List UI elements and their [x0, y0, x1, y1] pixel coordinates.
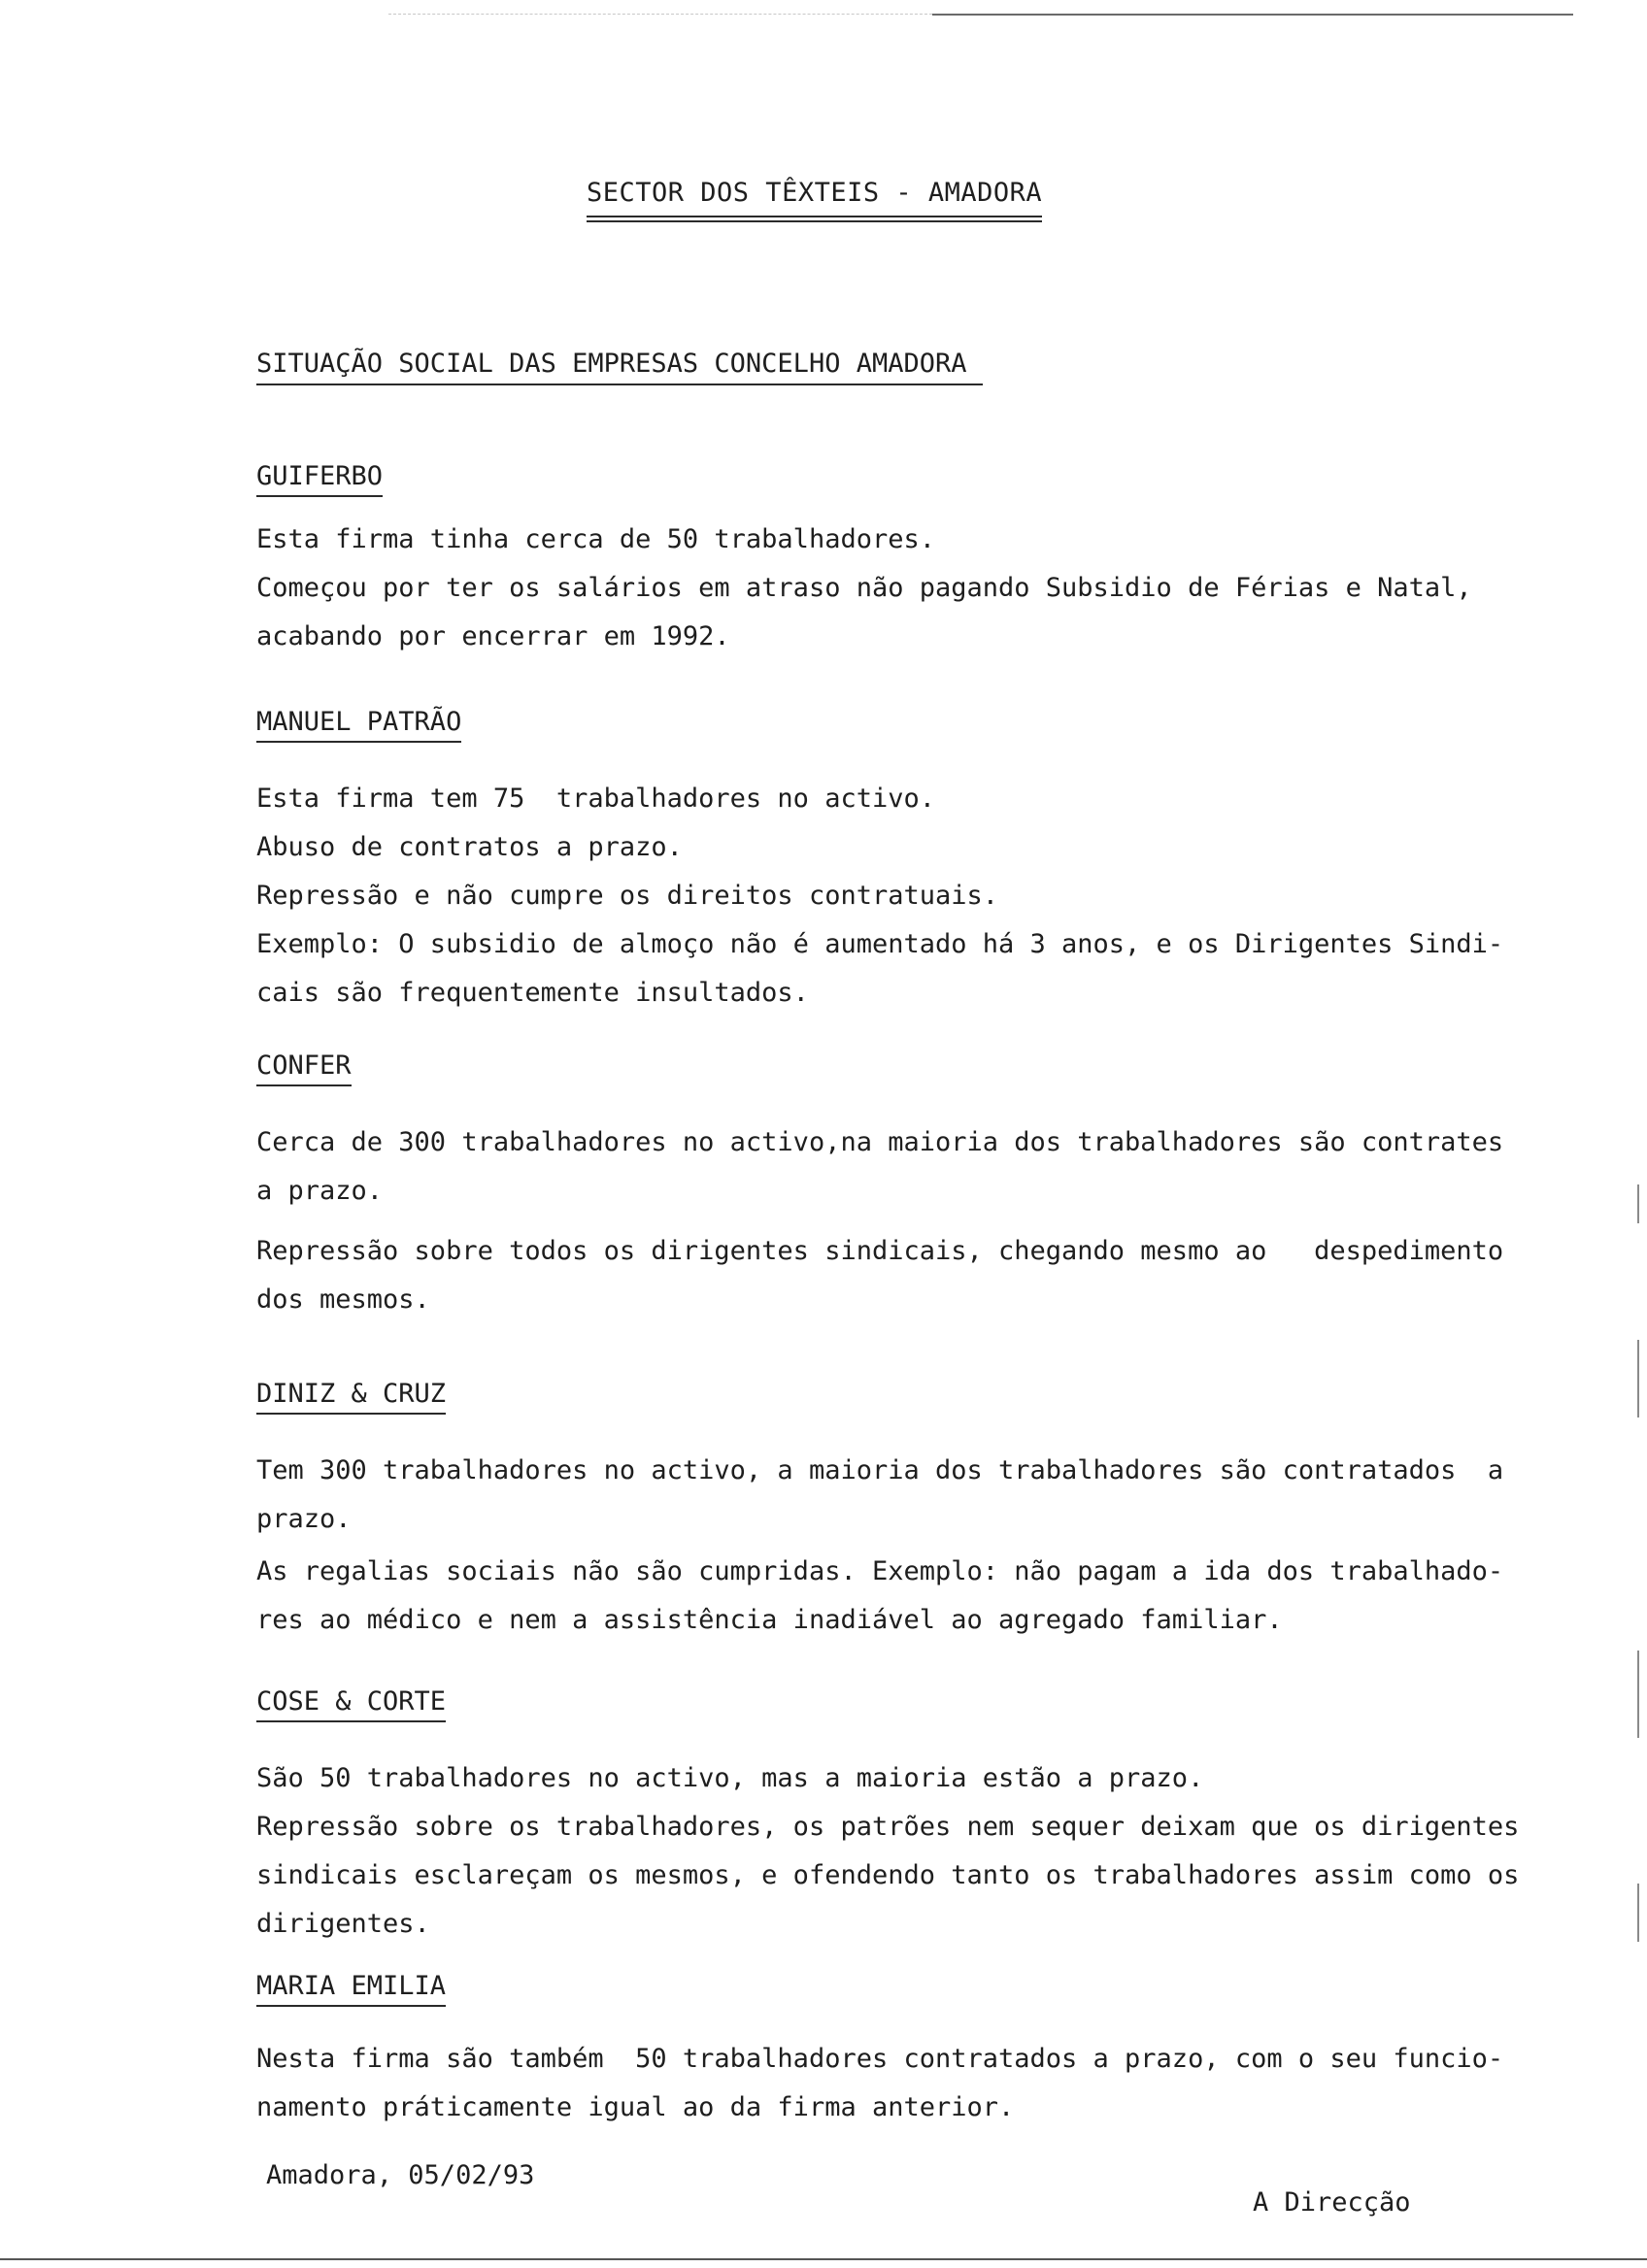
company-heading-confer: CONFER	[256, 1050, 352, 1086]
company-heading-guiferbo: GUIFERBO	[256, 460, 383, 497]
scan-margin-mark	[1637, 1884, 1639, 1942]
signature: A Direcção	[1253, 2187, 1411, 2218]
paragraph-guiferbo: Esta firma tinha cerca de 50 trabalhadores. Começou por ter os salários em atraso não pagando Subsidio de Férias e Natal, acabando por encerrar em 1992.	[256, 524, 1472, 651]
paragraph-maria-emilia: Nesta firma são também 50 trabalhadores contratados a prazo, com o seu funcio- namento práticamente igual ao da firma anterior.	[256, 2044, 1504, 2122]
paragraph-cose-corte: São 50 trabalhadores no activo, mas a maioria estão a prazo. Repressão sobre os trabalhadores, os patrões nem sequer deixam que os dirigentes sindicais esclareçam os mesmos, e ofendendo tanto os trabalhadores assim como os dirigentes.	[256, 1763, 1520, 1939]
document-subtitle: SITUAÇÃO SOCIAL DAS EMPRESAS CONCELHO AMADORA	[256, 348, 983, 385]
scan-edge-top	[932, 14, 1573, 16]
scan-edge-bottom	[0, 2258, 1647, 2260]
company-heading-diniz-cruz: DINIZ & CRUZ	[256, 1378, 446, 1415]
paragraph-confer-1: Cerca de 300 trabalhadores no activo,na maioria dos trabalhadores são contrates a prazo.	[256, 1127, 1504, 1206]
paragraph-diniz-cruz-1: Tem 300 trabalhadores no activo, a maioria dos trabalhadores são contratados a prazo.	[256, 1455, 1504, 1534]
company-heading-maria-emilia: MARIA EMILIA	[256, 1970, 446, 2007]
company-heading-cose-corte: COSE & CORTE	[256, 1685, 446, 1722]
scan-edge-top-faint	[388, 14, 932, 15]
place-and-date: Amadora, 05/02/93	[266, 2160, 535, 2190]
document-title: SECTOR DOS TÊXTEIS - AMADORA	[587, 177, 1042, 217]
scan-margin-mark	[1637, 1184, 1639, 1223]
scan-margin-mark	[1637, 1651, 1639, 1738]
paragraph-diniz-cruz-2: As regalias sociais não são cumpridas. Exemplo: não pagam a ida dos trabalhado- res ao médico e nem a assistência inadiável ao agregado familiar.	[256, 1556, 1504, 1635]
paragraph-manuel-patrao: Esta firma tem 75 trabalhadores no activo. Abuso de contratos a prazo. Repressão e não cumpre os direitos contratuais. Exemplo: O subsidio de almoço não é aumentado há 3 anos, e os Dirigentes Sindi- cais são frequentemente insultados.	[256, 784, 1504, 1008]
company-heading-manuel-patrao: MANUEL PATRÃO	[256, 706, 461, 743]
paragraph-confer-2: Repressão sobre todos os dirigentes sindicais, chegando mesmo ao despedimento dos mesmos.	[256, 1236, 1504, 1315]
scan-margin-mark	[1637, 1340, 1639, 1418]
